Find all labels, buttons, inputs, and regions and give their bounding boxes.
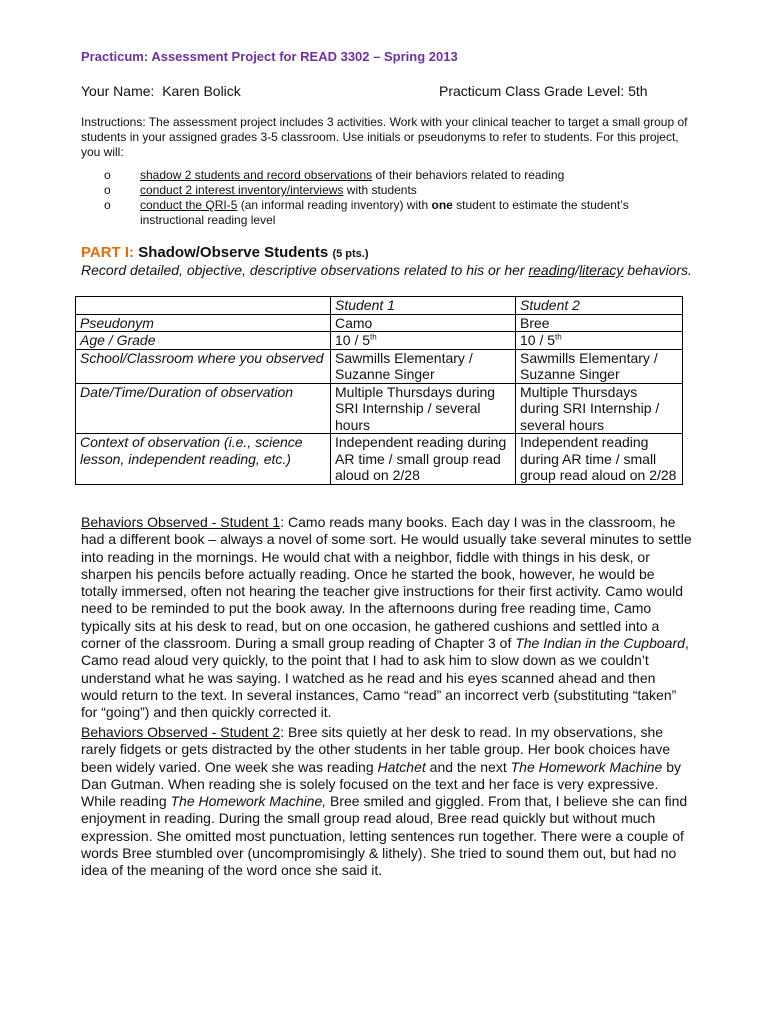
student-1-cell: Camo [331,314,516,332]
student-2-observations [81,724,693,880]
table-row [76,332,683,350]
header-blank-cell [76,297,331,315]
row-label: Context of observation (i.e., science lesson, independent reading, etc.) [76,434,331,485]
grade-label: Practicum Class Grade Level: [439,83,625,99]
bullet-icon: o [104,198,111,212]
part-label: PART I: [81,244,135,261]
student-2-cell: Multiple Thursdays during SRI Internship / several hours [516,383,683,434]
activity-3-bold: one [431,198,453,212]
list-item [104,198,694,228]
part-1-heading [81,244,369,261]
bullet-icon: o [104,183,111,197]
desc-text-end: behaviors. [623,262,692,278]
student-2-text: : Bree sits quietly at her desk to read. In my observations, she rarely fidgets or gets distracted by the other students in her table group. Her book choices have been widely varied. One week she was reading [81,724,671,775]
book-title: The Indian in the Cupboard [515,635,685,652]
activity-1-underlined: shadow 2 students and record observations [140,168,373,182]
activity-list [104,168,694,228]
grade-field [439,83,648,99]
part-points: (5 pts.) [332,248,369,260]
age-grade-value: 10 / 5 [520,332,556,348]
student-2-lead: Behaviors Observed - Student 2 [81,724,281,740]
activity-1-rest: of their behaviors related to reading [372,168,565,182]
student-2-cell: Independent reading during AR time / small group read aloud on 2/28 [516,434,683,485]
student-1-cell: Sawmills Elementary / Suzanne Singer [331,349,516,383]
header-student-1: Student 1 [331,297,516,315]
student-1-lead: Behaviors Observed - Student 1 [81,514,281,530]
part-1-description [81,262,692,278]
name-label: Your Name: [81,83,155,99]
table-header-row [76,297,683,315]
row-label: Pseudonym [76,314,331,332]
activity-3-mid: (an informal reading inventory) with [237,198,432,212]
student-1-observations [81,514,693,722]
student-2-cell: Sawmills Elementary / Suzanne Singer [516,349,683,383]
student-2-text-end: Bree smiled and giggled. From that, I believe she can find enjoyment in reading. During the small group read aloud, Bree read quickly but without much expression. She omitted most punctuation, letting sentences run together. There were a couple of words Bree stumbled over (uncompromisingly & lithely). She tried to sound them out, but had no idea of the meaning of the word once she said it. [81,793,688,879]
desc-slash: / [575,262,580,278]
student-1-cell [331,332,516,350]
activity-2-underlined: conduct 2 interest inventory/interviews [140,183,344,197]
observation-table [75,296,683,485]
table-row [76,349,683,383]
activity-2-rest: with students [343,183,417,197]
list-item [104,168,694,183]
book-title: The Homework Machine [510,758,663,775]
book-title: Hatchet [377,758,426,775]
student-1-cell: Multiple Thursdays during SRI Internship / several hours [331,383,516,434]
student-2-text-cont: and the next [425,758,511,775]
student-2-cell [516,332,683,350]
activity-3-underlined: conduct the QRI-5 [140,198,238,212]
desc-literacy: literacy [579,262,624,278]
grade-value: 5th [628,83,648,99]
student-2-cell: Bree [516,314,683,332]
activity-3-rest: student to estimate the student’s instructional reading level [140,198,629,227]
header-student-2: Student 2 [516,297,683,315]
table-row [76,314,683,332]
row-label: School/Classroom where you observed [76,349,331,383]
student-1-text-cont: , Camo read aloud very quickly, to the point that I had to ask him to slow down as we couldn’t understand what he was saying. I watched as he read and his eyes scanned ahead and then would return to the text. In several instances, Camo “read” an incorrect verb (substituting “taken” for “going”) and then quickly corrected it. [81,635,689,721]
document-title: Practicum: Assessment Project for READ 3302 – Spring 2013 [81,49,458,64]
name-value: Karen Bolick [162,83,241,99]
instructions-text: Instructions: The assessment project includes 3 activities. Work with your clinical teacher to target a small group of students in your assigned grades 3-5 classroom. Use initials or pseudonyms to refer to students. For this project, you will: [81,115,688,159]
ordinal-suffix: th [370,332,377,342]
bullet-icon: o [104,168,111,182]
ordinal-suffix: th [555,332,562,342]
table-row [76,434,683,485]
list-item [104,183,694,198]
book-title: The Homework Machine, [170,793,327,810]
student-1-cell: Independent reading during AR time / small group read aloud on 2/28 [331,434,516,485]
part-heading-text: Shadow/Observe Students [134,244,333,261]
row-label: Date/Time/Duration of observation [76,383,331,434]
row-label: Age / Grade [76,332,331,350]
table-row [76,383,683,434]
desc-reading: reading [528,262,576,278]
student-1-text: : Camo reads many books. Each day I was in the classroom, he had a different book – always a novel of some sort. He would usually take several minutes to settle into reading in the mornings. He would chat with a neighbor, fiddle with things in his desk, or sharpen his pencils before actually reading. Once he started the book, however, he would be totally immersed, often not hearing the teacher give instructions for their first activity. Camo would need to be reminded to put the book away. In the afternoons during free reading time, Camo typically sits at his desk to read, but on one occasion, he gathered cushions and settled into a corner of the classroom. During a small group reading of Chapter 3 of [81,514,692,652]
name-grade-line [81,83,691,99]
age-grade-value: 10 / 5 [335,332,371,348]
desc-text: Record detailed, objective, descriptive observations related to his or her [81,262,529,278]
student-2-text-cont: by Dan Gutman. When reading she is solely focused on the text and her face is very expressive. While reading [81,758,682,810]
